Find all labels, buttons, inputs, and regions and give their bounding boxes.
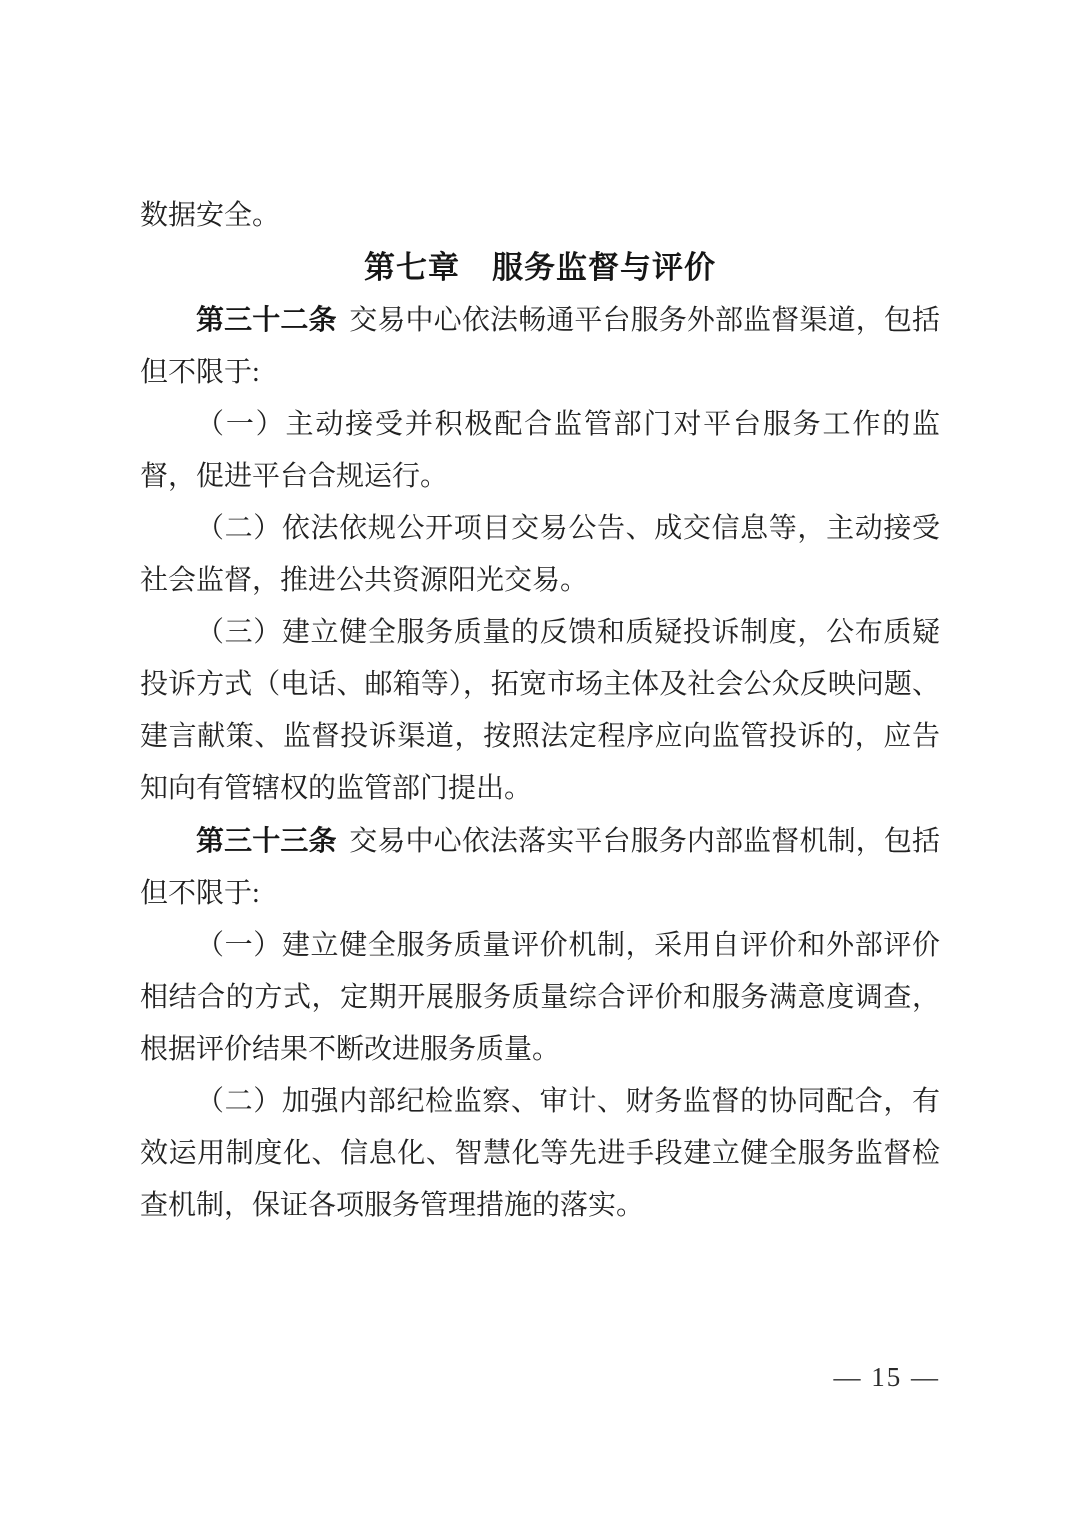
article-33-item-2: （二）加强内部纪检监察、审计、财务监督的协同配合，有效运用制度化、信息化、智慧化等先进手段建立健全服务监督检查机制，保证各项服务管理措施的落实。 xyxy=(140,1086,940,1221)
article-32-item-2: （二）依法依规公开项目交易公告、成交信息等，主动接受社会监督，推进公共资源阳光交易。 xyxy=(140,513,940,596)
article-32-item-3: （三）建立健全服务质量的反馈和质疑投诉制度，公布质疑投诉方式（电话、邮箱等），拓宽市场主体及社会公众反映问题、建言献策、监督投诉渠道，按照法定程序应向监管投诉的，应告知向有管辖权的监管部门提出。 xyxy=(140,617,940,804)
article-32-text: 交易中心依法畅通平台服务外部监督渠道，包括但不限于: xyxy=(140,305,940,388)
continuation-paragraph: 数据安全。 xyxy=(140,200,281,231)
page-content xyxy=(140,190,940,1232)
page-number: — 15 — xyxy=(833,1362,940,1392)
article-33-item-1: （一）建立健全服务质量评价机制，采用自评价和外部评价相结合的方式，定期开展服务质量综合评价和服务满意度调查，根据评价结果不断改进服务质量。 xyxy=(140,930,940,1065)
article-32-paragraph xyxy=(140,294,940,399)
article-32-item-1: （一）主动接受并积极配合监管部门对平台服务工作的监督，促进平台合规运行。 xyxy=(140,409,940,492)
article-33-text: 交易中心依法落实平台服务内部监督机制，包括但不限于: xyxy=(140,826,940,909)
chapter-heading: 第七章 服务监督与评价 xyxy=(364,250,716,286)
article-33-number: 第三十三条 xyxy=(196,824,337,857)
article-32-number: 第三十二条 xyxy=(196,303,337,336)
article-33-paragraph xyxy=(140,815,940,920)
